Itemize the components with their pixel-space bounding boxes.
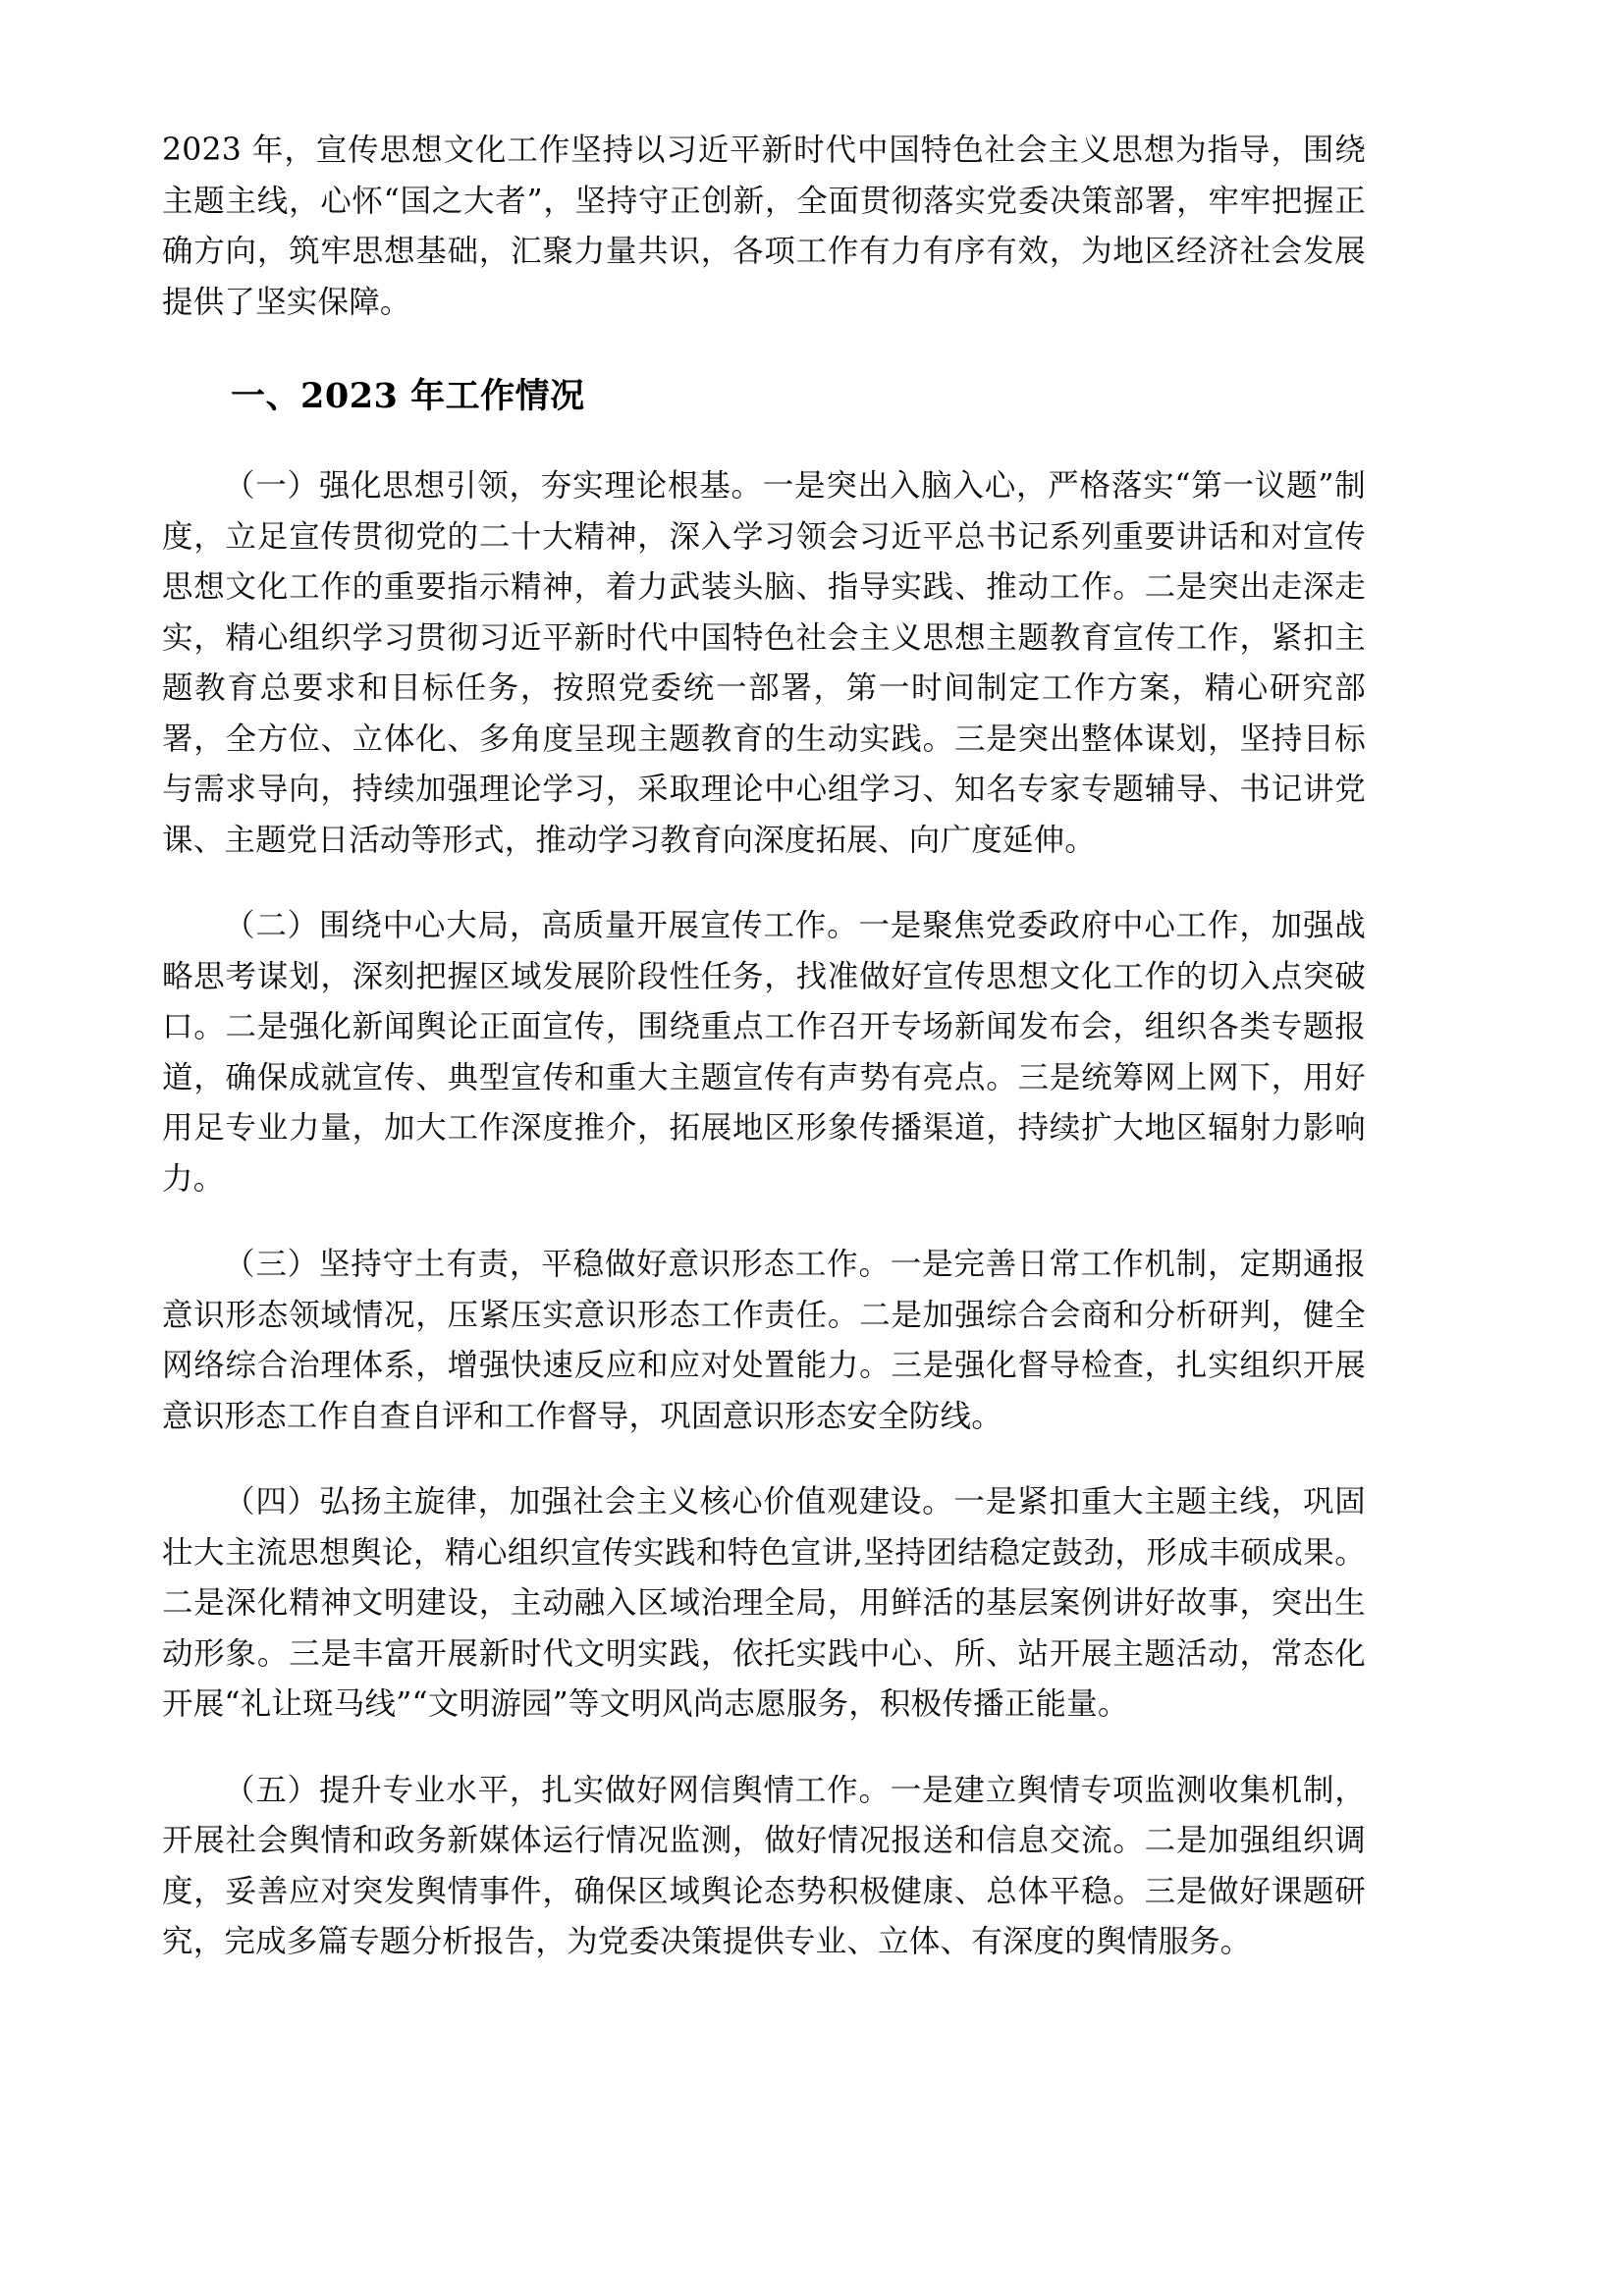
- spacer-lead-heading: [162, 328, 1366, 373]
- spacer-4-5: [162, 1731, 1366, 1766]
- document-body: [162, 126, 1366, 1968]
- spacer-3-4: [162, 1442, 1366, 1477]
- spacer-1-2: [162, 866, 1366, 901]
- spacer-2-3: [162, 1204, 1366, 1240]
- section-paragraph-3: （三）坚持守土有责，平稳做好意识形态工作。一是完善日常工作机制，定期通报意识形态领域情况，压紧压实意识形态工作责任。二是加强综合会商和分析研判，健全网络综合治理体系，增强快速反应和应对处置能力。三是强化督导检查，扎实组织开展意识形态工作自查自评和工作督导，巩固意识形态安全防线。: [162, 1247, 1366, 1434]
- section-paragraph-4: （四）弘扬主旋律，加强社会主义核心价值观建设。一是紧扣重大主题主线，巩固壮大主流思想舆论，精心组织宣传实践和特色宣讲,坚持团结稳定鼓劲，形成丰硕成果。二是深化精神文明建设，主动融入区域治理全局，用鲜活的基层案例讲好故事，突出生动形象。三是丰富开展新时代文明实践，依托实践中心、所、站开展主题活动，常态化开展“礼让斑马线”“文明游园”等文明风尚志愿服务，积极传播正能量。: [162, 1484, 1366, 1722]
- section-paragraph-5: （五）提升专业水平，扎实做好网信舆情工作。一是建立舆情专项监测收集机制，开展社会舆情和政务新媒体运行情况监测，做好情况报送和信息交流。二是加强组织调度，妥善应对突发舆情事件，确保区域舆论态势积极健康、总体平稳。三是做好课题研究，完成多篇专题分析报告，为党委决策提供专业、立体、有深度的舆情服务。: [162, 1772, 1366, 1959]
- page-title: 一、2023 年工作情况: [231, 376, 585, 416]
- spacer-heading-body: [162, 420, 1366, 461]
- section-paragraph-2: （二）围绕中心大局，高质量开展宣传工作。一是聚焦党委政府中心工作，加强战略思考谋划，深刻把握区域发展阶段性任务，找准做好宣传思想文化工作的切入点突破口。二是强化新闻舆论正面宣传，围绕重点工作召开专场新闻发布会，组织各类专题报道，确保成就宣传、典型宣传和重大主题宣传有声势有亮点。三是统筹网上网下，用好用足专业力量，加大工作深度推介，拓展地区形象传播渠道，持续扩大地区辐射力影响力。: [162, 908, 1366, 1197]
- section-paragraph-1: （一）强化思想引领，夯实理论根基。一是突出入脑入心，严格落实“第一议题”制度，立足宣传贯彻党的二十大精神，深入学习领会习近平总书记系列重要讲话和对宣传思想文化工作的重要指示精神，着力武装头脑、指导实践、推动工作。二是突出走深走实，精心组织学习贯彻习近平新时代中国特色社会主义思想主题教育宣传工作，紧扣主题教育总要求和目标任务，按照党委统一部署，第一时间制定工作方案，精心研究部署，全方位、立体化、多角度呈现主题教育的生动实践。三是突出整体谋划，坚持目标与需求导向，持续加强理论学习，采取理论中心组学习、知名专家专题辅导、书记讲党课、主题党日活动等形式，推动学习教育向深度拓展、向广度延伸。: [162, 468, 1366, 858]
- lead-paragraph: 2023 年，宣传思想文化工作坚持以习近平新时代中国特色社会主义思想为指导，围绕主题主线，心怀“国之大者”，坚持守正创新，全面贯彻落实党委决策部署，牢牢把握正确方向，筑牢思想基础，汇聚力量共识，各项工作有力有序有效，为地区经济社会发展提供了坚实保障。: [162, 133, 1366, 320]
